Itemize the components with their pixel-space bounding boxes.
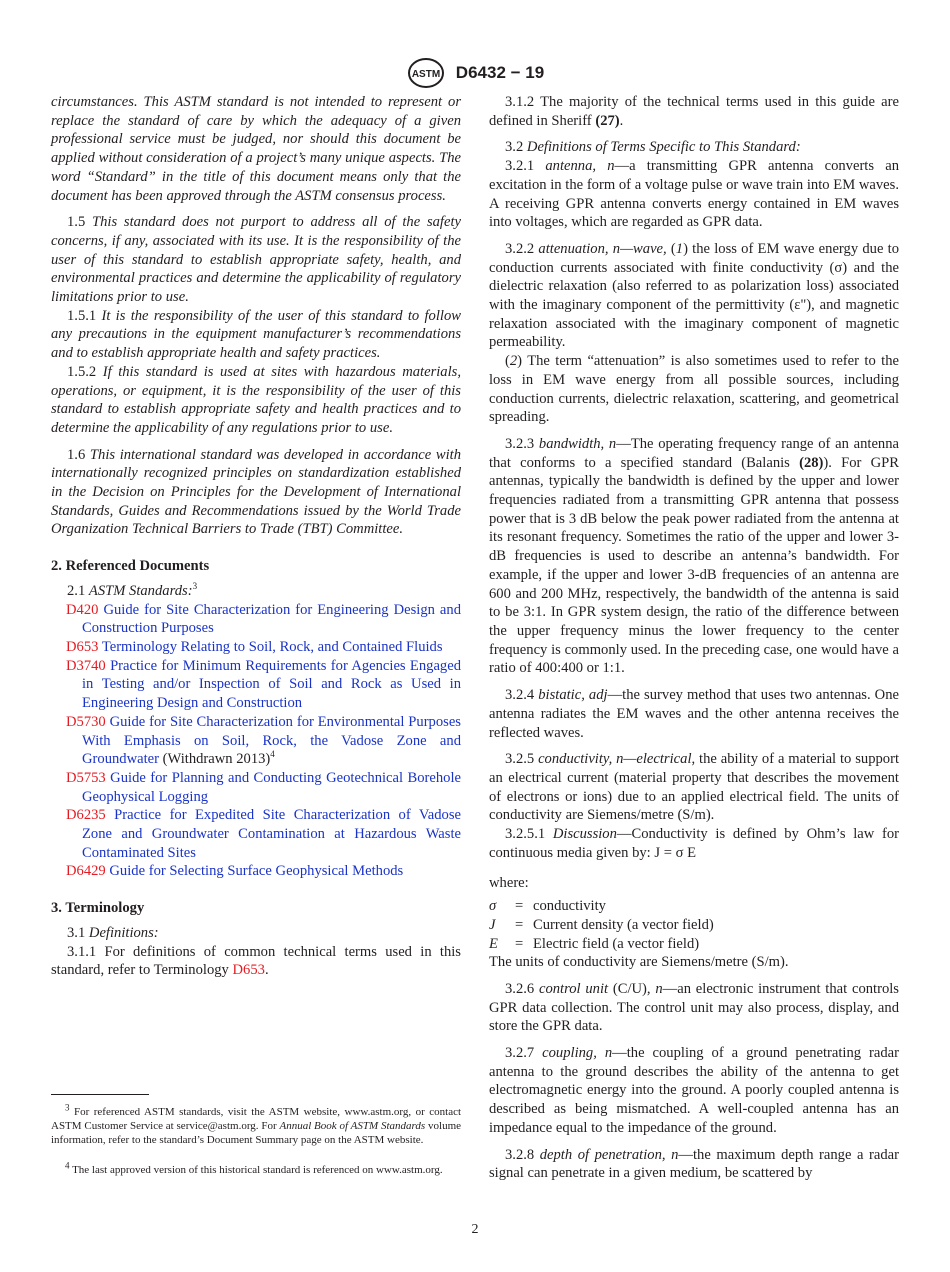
section-3-2-5-1: 3.2.5.1 Discussion—Conductivity is defined by Ohm’s law for continuous media given by: J = σ E [489,826,899,861]
footnote-4: $^4$ The last approved version of this historical standard is referenced on www.astm.org. [65,1160,443,1176]
section-3-2-5: 3.2.5 conductivity, n—electrical, the ability of a material to support an electrical current (material property that describes the movement of electrons or ions) due to an applied electrical field. The units of conductivity are Siemens/metre (S/m). [489,751,899,824]
section-1-5: 1.5 This standard does not purport to address all of the safety concerns, if any, associated with its use. It is the responsibility of the user of this standard to establish appropriate safety, health, and environmental practices and determine the applicability of regulatory limitations prior to use. [51,214,461,306]
section-3-2-2: 3.2.2 attenuation, n—wave, (1) the loss of EM wave energy due to conduction currents associated with finite conductivity (σ) and the dielectric relaxation (also referred to as polarization loss) associated with the imaginary component of the permittivity (ε"), and magnetic relaxation associated with the imaginary component of magnetic permeability. [489,240,899,351]
section-3-2-2-part-2: (2) The term “attenuation” is also sometimes used to refer to the loss in EM wave energy from all possible sources, including conduction currents, dielectric relaxation, scattering, and geometrical spreading. [489,353,899,426]
reference-d6235[interactable]: D6235 Practice for Expedited Site Characterization of Vadose Zone and Groundwater Contamination at Hazardous Waste Contaminated Sites [66,807,461,861]
section-3-2: 3.2 Definitions of Terms Specific to This Standard: [505,139,801,156]
section-1-5-1: 1.5.1 It is the responsibility of the user of this standard to follow any precautions in the equipment manufacturer’s recommendations and to establish appropriate health and safety practices. [51,307,461,362]
where-label: where: [489,875,529,892]
section-3-2-6: 3.2.6 control unit (C/U), n—an electronic instrument that controls GPR data collection. The control unit may also process, display, and store the GPR data. [489,980,899,1035]
reference-d420[interactable]: D420 Guide for Site Characterization for Engineering Design and Construction Purposes [66,601,461,637]
reference-d5753[interactable]: D5753 Guide for Planning and Conducting Geotechnical Borehole Geophysical Logging [66,769,461,805]
link-d653[interactable]: D653 [232,962,265,979]
section-3-1-1: 3.1.1 For definitions of common technical terms used in this standard, refer to Terminology D653. [51,943,461,979]
reference-d6429[interactable]: D6429 Guide for Selecting Surface Geophysical Methods [66,863,404,880]
section-3-2-7: 3.2.7 coupling, n—the coupling of a ground penetrating radar antenna to the ground describes the ability of the antenna to get electromagnetic energy into the ground. A poorly coupled antenna is described as being mismatched. A well-coupled antenna has an impedance equal to the impedance of the ground. [489,1045,899,1136]
section-3-2-4: 3.2.4 bistatic, adj—the survey method that uses two antennas. One antenna radiates the EM waves and the other antenna receives the reflected waves. [489,687,899,741]
page-header [0,56,950,90]
section-3-1: 3.1 Definitions: [67,924,159,941]
section-1-5-2: 1.5.2 If this standard is used at sites with hazardous materials, operations, or equipment, it is the responsibility of the user of this standard to establish appropriate safety and health practices and to determine the applicability of any regulations prior to use. [51,363,461,436]
section-2-1: 2.1 ASTM Standards:$^3$ [67,581,198,599]
section-3-1-2: 3.1.2 The majority of the technical terms used in this guide are defined in Sheriff (27). [489,94,899,129]
footnote-3: $^3$ For referenced ASTM standards, visit the ASTM website, www.astm.org, or contact ASTM Customer Service at service@astm.org. For Annual Book of ASTM Standards volume information, refer to the standard’s Document Summary page on the ASTM website. [51,1102,462,1146]
reference-d5730[interactable]: D5730 Guide for Site Characterization for Environmental Purposes With Emphasis on Soil, Rock, the Vadose Zone and Groundwater (Withdrawn 2013)$^4$ [66,713,461,768]
astm-logo-text: ASTM [411,69,440,80]
footnote-divider [51,1094,149,1095]
page-number: 2 [471,1222,479,1237]
section-3-2-8: 3.2.8 depth of penetration, n—the maximum depth range a radar signal can penetrate in a given medium, be scattered by [489,1146,899,1182]
definition-row: E = Electric field (a vector field) [489,935,700,952]
section-3-heading: 3. Terminology [51,900,145,917]
units-line: The units of conductivity are Siemens/metre (S/m). [489,954,789,971]
section-2-heading: 2. Referenced Documents [51,558,210,575]
designation: D6432 − 19 [455,63,545,82]
definition-row: σ = conductivity [489,898,606,915]
definition-row: J = Current density (a vector field) [489,916,714,933]
section-3-2-1: 3.2.1 antenna, n—a transmitting GPR antenna converts an excitation in the form of a voltage pulse or wave train into EM waves. A receiving GPR antenna converts energy contained in EM waves into voltages, which are regarded as GPR data. [489,158,899,231]
section-3-2-3: 3.2.3 bandwidth, n—The operating frequency range of an antenna that conforms to a specified standard (Balanis (28)). For GPR antennas, typically the bandwidth is defined by the upper and lower frequencies radiated from a transmitting GPR antenna that possess power that is 3 dB below the peak power radiated from the antenna at its resonant frequency. Sometimes the ratio of the upper and lower 3-dB frequencies is used to describe an antenna’s bandwidth. For example, if the upper and lower 3-dB frequencies of an antenna are 600 and 200 MHz, respectively, the bandwidth of the antenna is said to be 3:1. In GPR system design, the ratio of the difference between the upper frequency minus the lower frequency to the center frequency is commonly used. In the preceding case, one would have a ratio of 400:400 or 1:1. [489,435,900,677]
reference-d653[interactable]: D653 Terminology Relating to Soil, Rock, and Contained Fluids [66,638,443,655]
reference-d3740[interactable]: D3740 Practice for Minimum Requirements for Agencies Engaged in Testing and/or Inspection of Soil and Rock as Used in Engineering Design and Construction [66,657,461,712]
astm-logo-icon [406,56,446,90]
paragraph-continuation: circumstances. This ASTM standard is not intended to represent or replace the standard of care by which the adequacy of a given professional service must be judged, nor should this document be applied without consideration of a project’s many unique aspects. The word “Standard” in the title of this document means only that the document has been approved through the ASTM consensus process. [51,94,461,204]
symbol-definitions [489,897,899,953]
right-column [489,93,899,1183]
section-1-6: 1.6 This international standard was developed in accordance with internationally recognized principles on standardization established in the Decision on Principles for the Development of International Standards, Guides and Recommendations issued by the World Trade Organization Technical Barriers to Trade (TBT) Committee. [51,446,462,538]
left-column [51,93,461,980]
